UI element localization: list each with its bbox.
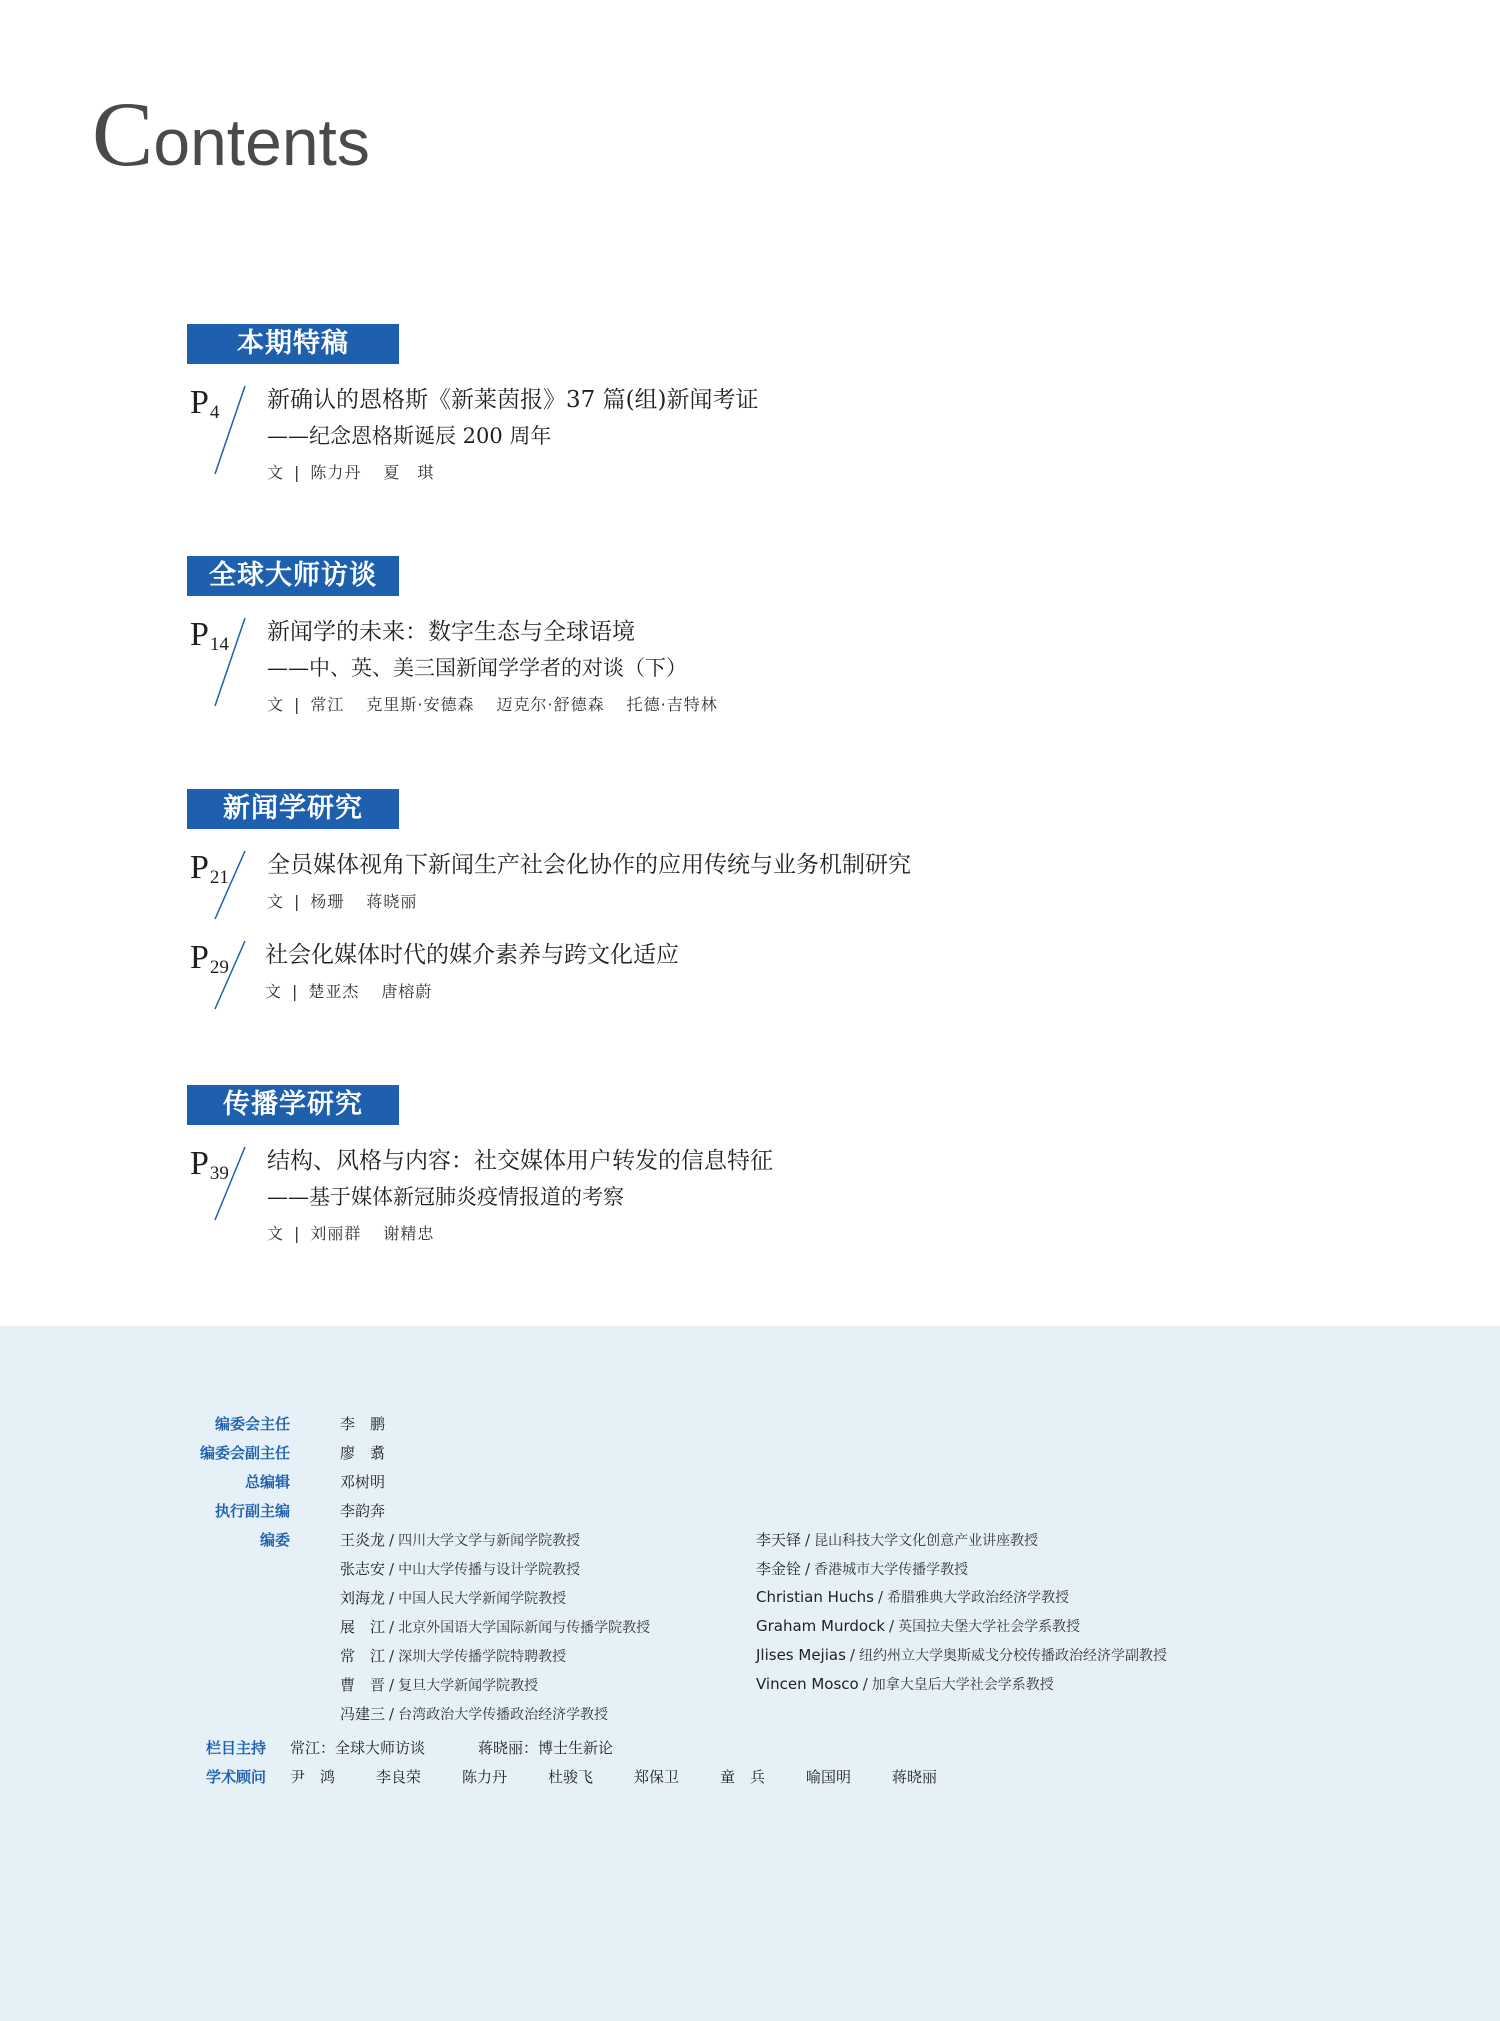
page-number: $P_4$ [190, 384, 220, 423]
masthead-value: 李 鹏 [340, 1415, 386, 1433]
byline: 文 | 楚亚杰 唐榕蔚 [265, 982, 433, 1001]
toc-entry[interactable] [187, 1145, 1287, 1255]
section-header: 本期特稿 [187, 324, 399, 364]
board-member: 常 江 / 深圳大学传播学院特聘教授 [340, 1647, 567, 1665]
byline: 文 | 刘丽群 谢精忠 [267, 1224, 435, 1243]
board-member: Christian Huchs / 希腊雅典大学政治经济学教授 [756, 1588, 1070, 1606]
advisor: 尹 鸿 [290, 1768, 336, 1786]
board-member: 王炎龙 / 四川大学文学与新闻学院教授 [340, 1531, 581, 1549]
advisor: 郑保卫 [634, 1768, 680, 1786]
slash-divider-icon [209, 849, 249, 941]
advisor: 李良荣 [376, 1768, 422, 1786]
article-subtitle: ——基于媒体新冠肺炎疫情报道的考察 [267, 1185, 624, 1209]
advisor: 童 兵 [720, 1768, 766, 1786]
board-member: 李金铨 / 香港城市大学传播学教授 [756, 1560, 969, 1578]
toc-entry[interactable] [187, 939, 1287, 1049]
advisor: 杜骏飞 [548, 1768, 594, 1786]
slash-divider-icon [209, 939, 249, 1031]
page-title: Contents [92, 83, 370, 185]
masthead-value: 邓树明 [340, 1473, 386, 1491]
toc-entry[interactable] [187, 616, 1287, 726]
masthead-label: 编委会主任 [214, 1415, 290, 1433]
board-member: Graham Murdock / 英国拉夫堡大学社会学系教授 [756, 1617, 1081, 1635]
column-host: 常江：全球大师访谈 [290, 1739, 426, 1757]
masthead-value: 李韵奔 [340, 1502, 386, 1520]
byline: 文 | 陈力丹 夏 琪 [267, 463, 435, 482]
slash-divider-icon [209, 616, 249, 708]
page-number: $P_{39}$ [190, 1145, 229, 1184]
advisor: 蒋晓丽 [892, 1768, 938, 1786]
page-number: $P_{21}$ [190, 849, 229, 888]
section-header: 新闻学研究 [187, 789, 399, 829]
page-number: $P_{14}$ [190, 616, 229, 655]
board-member: 李天铎 / 昆山科技大学文化创意产业讲座教授 [756, 1531, 1039, 1549]
masthead-label: 编委 [259, 1531, 290, 1549]
board-member: 展 江 / 北京外国语大学国际新闻与传播学院教授 [340, 1618, 651, 1636]
section-header: 传播学研究 [187, 1085, 399, 1125]
board-member: 冯建三 / 台湾政治大学传播政治经济学教授 [340, 1705, 609, 1723]
toc-entry[interactable] [187, 384, 1287, 494]
advisor: 陈力丹 [462, 1768, 508, 1786]
page-number: $P_{29}$ [190, 939, 229, 978]
article-title: 新闻学的未来：数字生态与全球语境 [267, 619, 635, 645]
masthead-label: 执行副主编 [214, 1502, 290, 1520]
board-member: Jlises Mejias / 纽约州立大学奥斯威戈分校传播政治经济学副教授 [756, 1646, 1167, 1664]
article-title: 全员媒体视角下新闻生产社会化协作的应用传统与业务机制研究 [267, 852, 911, 878]
masthead-label: 总编辑 [244, 1473, 290, 1491]
board-member: 刘海龙 / 中国人民大学新闻学院教授 [340, 1589, 567, 1607]
article-subtitle: ——中、英、美三国新闻学学者的对谈（下） [267, 656, 687, 680]
board-member: 曹 晋 / 复旦大学新闻学院教授 [340, 1676, 539, 1694]
column-host: 蒋晓丽：博士生新论 [478, 1739, 614, 1757]
masthead-value: 廖 翥 [340, 1444, 386, 1462]
board-member: 张志安 / 中山大学传播与设计学院教授 [340, 1560, 581, 1578]
slash-divider-icon [209, 1145, 249, 1237]
slash-divider-icon [209, 384, 249, 476]
board-member: Vincen Mosco / 加拿大皇后大学社会学系教授 [756, 1675, 1054, 1693]
byline: 文 | 杨珊 蒋晓丽 [267, 892, 418, 911]
article-title: 社会化媒体时代的媒介素养与跨文化适应 [265, 942, 679, 968]
advisors-label: 学术顾问 [206, 1768, 267, 1786]
column-host-label: 栏目主持 [206, 1739, 267, 1757]
article-subtitle: ——纪念恩格斯诞辰 200 周年 [267, 424, 552, 448]
section-header: 全球大师访谈 [187, 556, 399, 596]
advisor: 喻国明 [806, 1768, 852, 1786]
article-title: 结构、风格与内容：社交媒体用户转发的信息特征 [267, 1148, 773, 1174]
byline: 文 | 常江 克里斯·安德森 迈克尔·舒德森 托德·吉特林 [267, 695, 718, 714]
masthead-label: 编委会副主任 [199, 1444, 290, 1462]
article-title: 新确认的恩格斯《新莱茵报》37 篇(组)新闻考证 [267, 387, 759, 413]
